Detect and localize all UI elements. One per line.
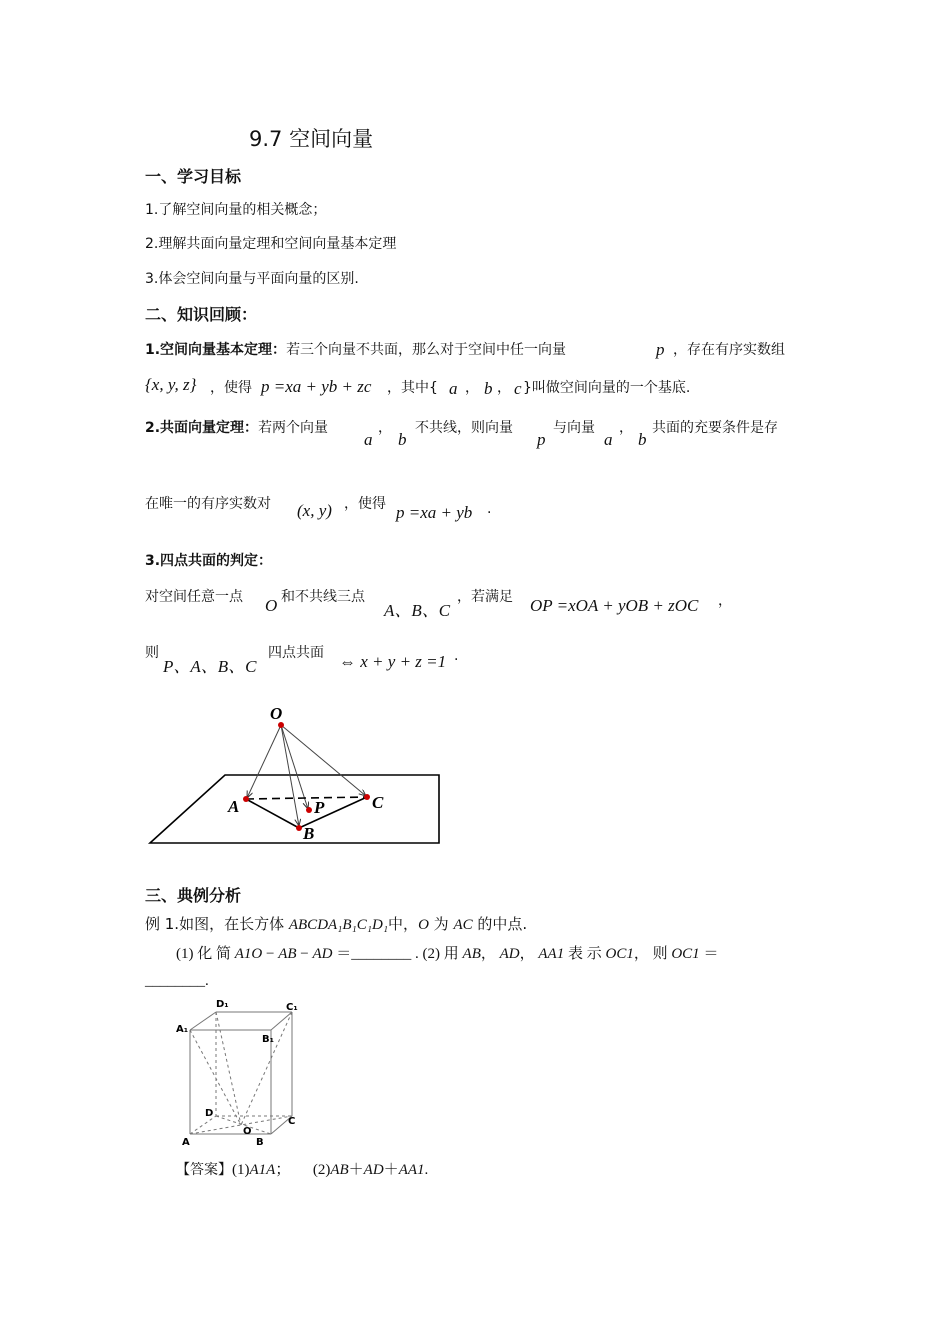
theorem-3-formula: OP =xOA + yOB + zOC bbox=[530, 596, 699, 615]
theorem-2-label: 2.共面向量定理： bbox=[145, 420, 259, 436]
goal-item-3: 3.体会空间向量与平面向量的区别. bbox=[145, 271, 359, 287]
q2-comma-1: ， bbox=[480, 946, 500, 962]
theorem-2-pair: (x, y) bbox=[297, 501, 332, 520]
theorem-3-text-3: ，若满足 bbox=[457, 589, 513, 605]
example-1-text-b: 中， bbox=[388, 915, 419, 933]
answer-separator: ； (2) bbox=[275, 1162, 331, 1178]
answer-2-plus-1: ＋ bbox=[348, 1162, 364, 1178]
example-1-text-a: 例 1.如图，在长方体 bbox=[145, 915, 289, 933]
cuboid-label-O: O bbox=[243, 1126, 252, 1137]
theorem-3-dot: . bbox=[454, 648, 459, 664]
theorem-3-O: O bbox=[265, 596, 278, 615]
theorem-2-text-3: 与向量 bbox=[553, 420, 595, 436]
answer-2-AA1: AA1 bbox=[398, 1162, 425, 1178]
theorem-3-condition: ⇔ x + y + z =1 bbox=[339, 652, 447, 671]
theorem-1-b: b bbox=[484, 379, 493, 398]
cuboid-label-D: D bbox=[205, 1108, 214, 1119]
label-C: C bbox=[372, 793, 384, 812]
section-heading-review: 二、知识回顾： bbox=[145, 305, 258, 324]
q1-prefix: (1) 化 简 bbox=[176, 946, 235, 962]
theorem-3-abc: A、B、C bbox=[384, 601, 451, 620]
cuboid-label-A1: A₁ bbox=[176, 1024, 189, 1035]
theorem-1-text-5: }叫做空间向量的一个基底. bbox=[523, 380, 691, 396]
q1-minus-1: − bbox=[262, 946, 279, 962]
theorem-2-comma-2: ， bbox=[619, 420, 633, 436]
q1-A1O: A1O bbox=[234, 946, 263, 962]
theorem-1-text-4: ，其中{ bbox=[387, 380, 438, 396]
theorem-1-set: {x, y, z} bbox=[145, 375, 197, 394]
theorem-3-pabc: P、A、B、C bbox=[163, 657, 257, 676]
cuboid-label-C1: C₁ bbox=[286, 1002, 298, 1013]
answer-1-prefix: (1) bbox=[232, 1162, 250, 1178]
goal-item-2: 2.理解共面向量定理和空间向量基本定理 bbox=[145, 236, 397, 252]
answer-line bbox=[176, 1158, 428, 1179]
q1-blank: ＝________ . bbox=[332, 946, 419, 962]
theorem-2-text-2: 不共线，则向量 bbox=[415, 420, 513, 436]
page-title: 9.7 空间向量 bbox=[249, 127, 374, 151]
q1-AD: AD bbox=[312, 946, 333, 962]
example-1-solid: ABCDA₁B₁C₁D₁ bbox=[288, 917, 389, 933]
q2-prefix: (2) 用 bbox=[418, 946, 463, 962]
goal-item-1: 1.了解空间向量的相关概念； bbox=[145, 202, 327, 218]
theorem-2-text-5: 在唯一的有序实数对 bbox=[145, 496, 271, 512]
cuboid-label-C: C bbox=[288, 1116, 296, 1127]
answer-2-plus-2: ＋ bbox=[383, 1162, 399, 1178]
theorem-3-text-2: 和不共线三点 bbox=[281, 589, 365, 605]
theorem-3-label: 3.四点共面的判定： bbox=[145, 553, 273, 569]
example-1-AC: AC bbox=[453, 917, 473, 933]
example-1-text-d: 的中点. bbox=[472, 915, 528, 933]
q2-mid: 表 示 bbox=[564, 946, 606, 962]
theorem-3-text-4: 则 bbox=[145, 645, 159, 661]
q2-then: ， 则 bbox=[633, 946, 672, 962]
theorem-1-comma-1: ， bbox=[465, 380, 479, 396]
theorem-1-c: c bbox=[514, 379, 522, 398]
theorem-2-a: a bbox=[364, 430, 373, 449]
theorem-1-formula: p =xa + yb + zc bbox=[261, 377, 372, 396]
q2-eq: ＝ bbox=[699, 946, 719, 962]
q2-OC1: OC1 bbox=[605, 946, 634, 962]
cuboid-label-B1: B₁ bbox=[262, 1034, 275, 1045]
q2-OC1-b: OC1 bbox=[671, 946, 700, 962]
theorem-1-text-2: ，存在有序实数组 bbox=[673, 342, 785, 358]
q2-AD: AD bbox=[499, 946, 520, 962]
theorem-3-text-5: 四点共面 bbox=[268, 645, 324, 661]
answer-end: . bbox=[424, 1162, 429, 1178]
theorem-1-text: 若三个向量不共面，那么对于空间中任一向量 bbox=[286, 342, 567, 358]
theorem-1-comma-2: ， bbox=[497, 380, 511, 396]
cuboid-label-D1: D₁ bbox=[216, 999, 229, 1010]
q1-AB: AB bbox=[278, 946, 297, 962]
answer-tag: 【答案】 bbox=[176, 1162, 232, 1178]
theorem-2-p: p bbox=[537, 430, 546, 449]
cuboid-label-A: A bbox=[182, 1137, 190, 1148]
answer-2-AB: AB bbox=[330, 1162, 349, 1178]
theorem-1-label: 1.空间向量基本定理： bbox=[145, 342, 287, 358]
theorem-2-a2: a bbox=[604, 430, 613, 449]
label-A: A bbox=[228, 797, 240, 816]
q2-blank: ________. bbox=[145, 973, 209, 989]
label-B: B bbox=[303, 824, 315, 843]
example-1-text-c: 为 bbox=[428, 915, 454, 933]
q1-minus-2: − bbox=[296, 946, 313, 962]
theorem-1-a: a bbox=[449, 379, 458, 398]
theorem-2-text-1: 若两个向量 bbox=[258, 420, 329, 436]
section-heading-goals: 一、学习目标 bbox=[145, 167, 242, 186]
cuboid-label-B: B bbox=[256, 1137, 264, 1148]
theorem-2-b: b bbox=[398, 430, 407, 449]
q2-AB: AB bbox=[462, 946, 481, 962]
theorem-1-text-3: ，使得 bbox=[210, 380, 252, 396]
theorem-2-text-6: ，使得 bbox=[344, 496, 386, 512]
q2-comma-2: ， bbox=[519, 946, 539, 962]
label-P: P bbox=[314, 798, 325, 817]
answer-1-value: A1A bbox=[249, 1162, 276, 1178]
label-O: O bbox=[270, 704, 283, 723]
theorem-2-b2: b bbox=[638, 430, 647, 449]
q2-AA1: AA1 bbox=[538, 946, 565, 962]
theorem-2-dot: . bbox=[487, 501, 492, 517]
theorem-2-text-4: 共面的充要条件是存 bbox=[652, 420, 778, 436]
answer-2-AD: AD bbox=[363, 1162, 384, 1178]
theorem-3-comma: ， bbox=[718, 593, 732, 609]
theorem-2-comma: ， bbox=[378, 420, 392, 436]
section-heading-examples: 三、典例分析 bbox=[145, 886, 242, 905]
example-1-O: O bbox=[418, 917, 429, 933]
theorem-2-formula: p =xa + yb bbox=[396, 503, 473, 522]
theorem-3-text-1: 对空间任意一点 bbox=[145, 589, 243, 605]
theorem-1-p: p bbox=[656, 340, 665, 359]
